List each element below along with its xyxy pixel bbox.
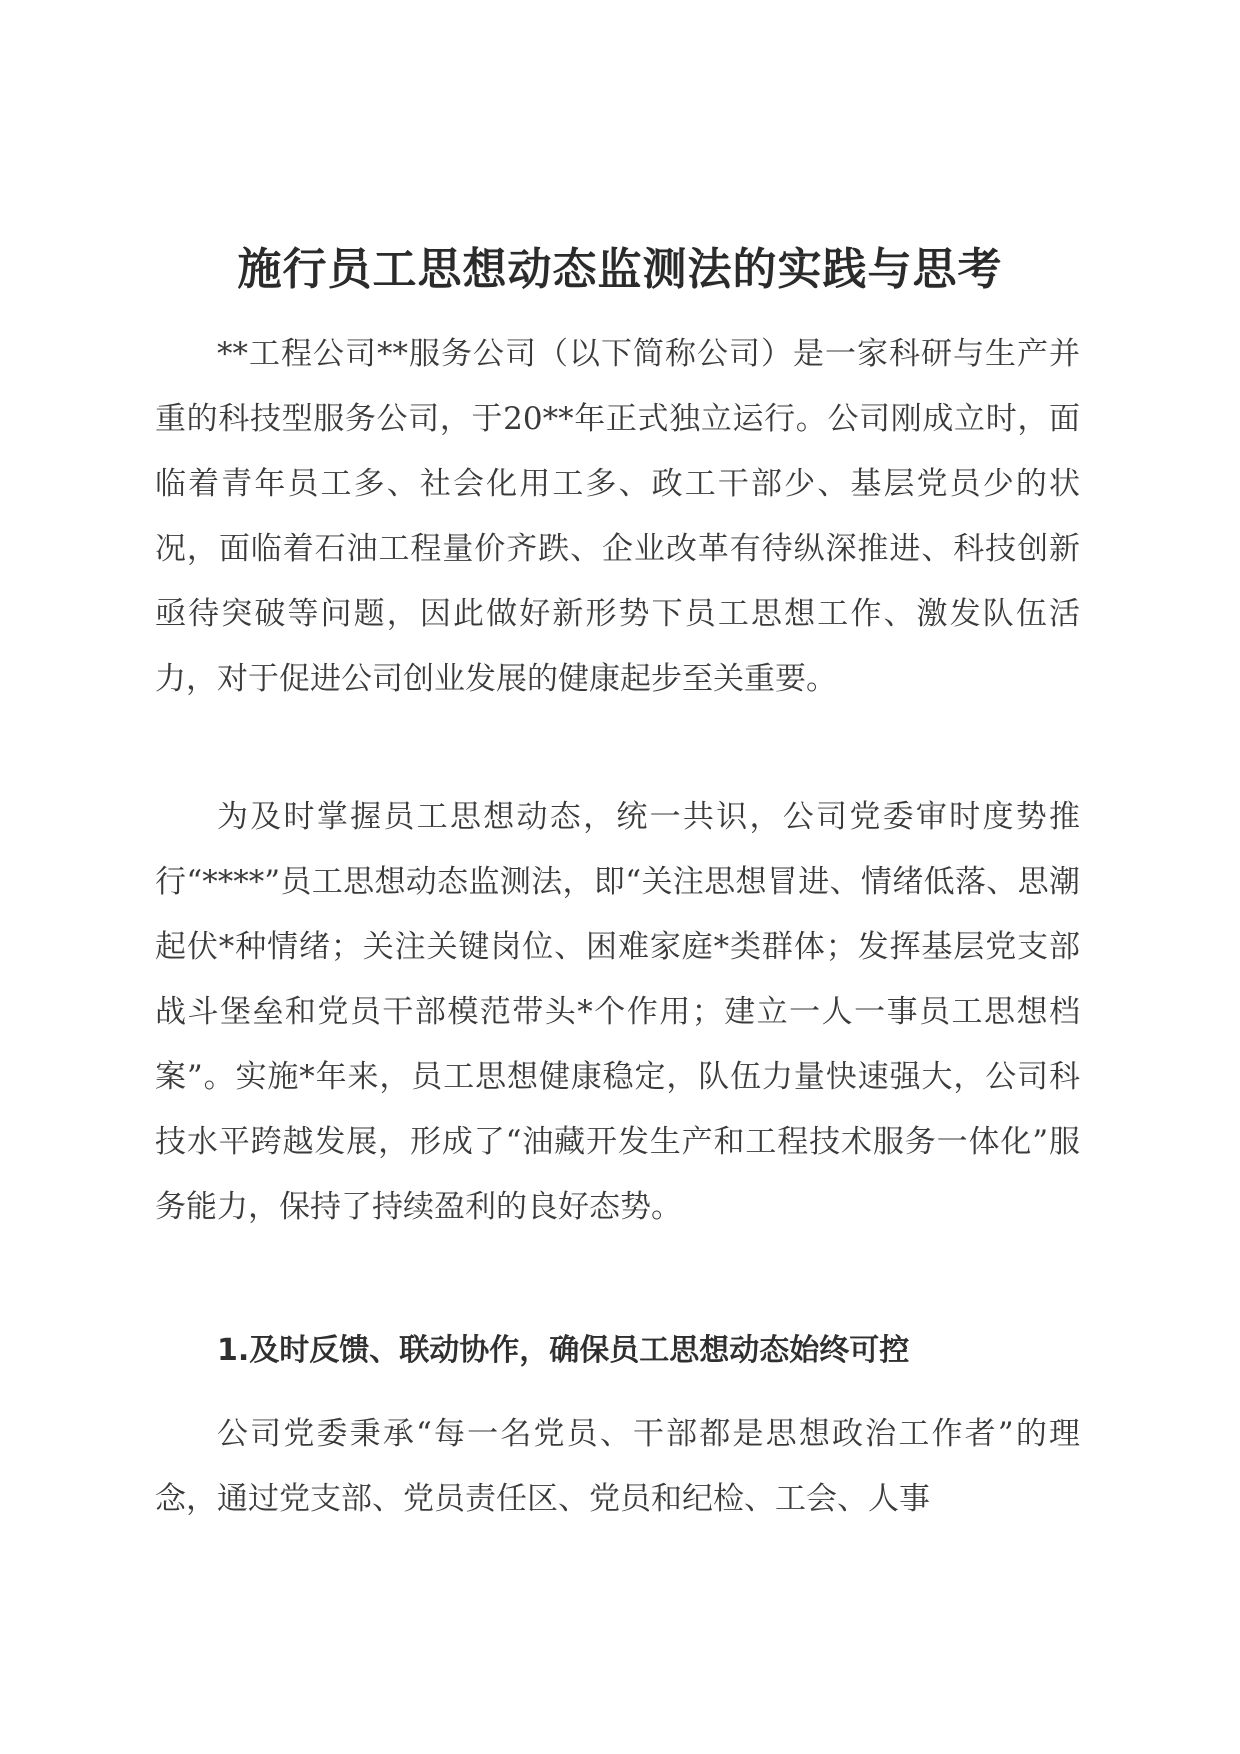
section-heading: 1.及时反馈、联动协作，确保员工思想动态始终可控: [217, 1333, 910, 1368]
document-title: 施行员工思想动态监测法的实践与思考: [237, 244, 1003, 295]
method-paragraph: 为及时掌握员工思想动态，统一共识，公司党委审时度势推行“****”员工思想动态监测法，即“关注思想冒进、情绪低落、思潮起伏*种情绪；关注关键岗位、困难家庭*类群体；发挥基层党支部战斗堡垒和党员干部模范带头*个作用；建立一人一事员工思想档案”。实施*年来，员工思想健康稳定，队伍力量快速强大，公司科技水平跨越发展，形成了“油藏开发生产和工程技术服务一体化”服务能力，保持了持续盈利的良好态势。: [155, 799, 1080, 1225]
section-paragraph: 公司党委秉承“每一名党员、干部都是思想政治工作者”的理念，通过党支部、党员责任区、党员和纪检、工会、人事: [155, 1416, 1080, 1517]
intro-paragraph: **工程公司**服务公司（以下简称公司）是一家科研与生产并重的科技型服务公司，于20**年正式独立运行。公司刚成立时，面临着青年员工多、社会化用工多、政工干部少、基层党员少的状况，面临着石油工程量价齐跌、企业改革有待纵深推进、科技创新亟待突破等问题，因此做好新形势下员工思想工作、激发队伍活力，对于促进公司创业发展的健康起步至关重要。: [155, 336, 1080, 697]
